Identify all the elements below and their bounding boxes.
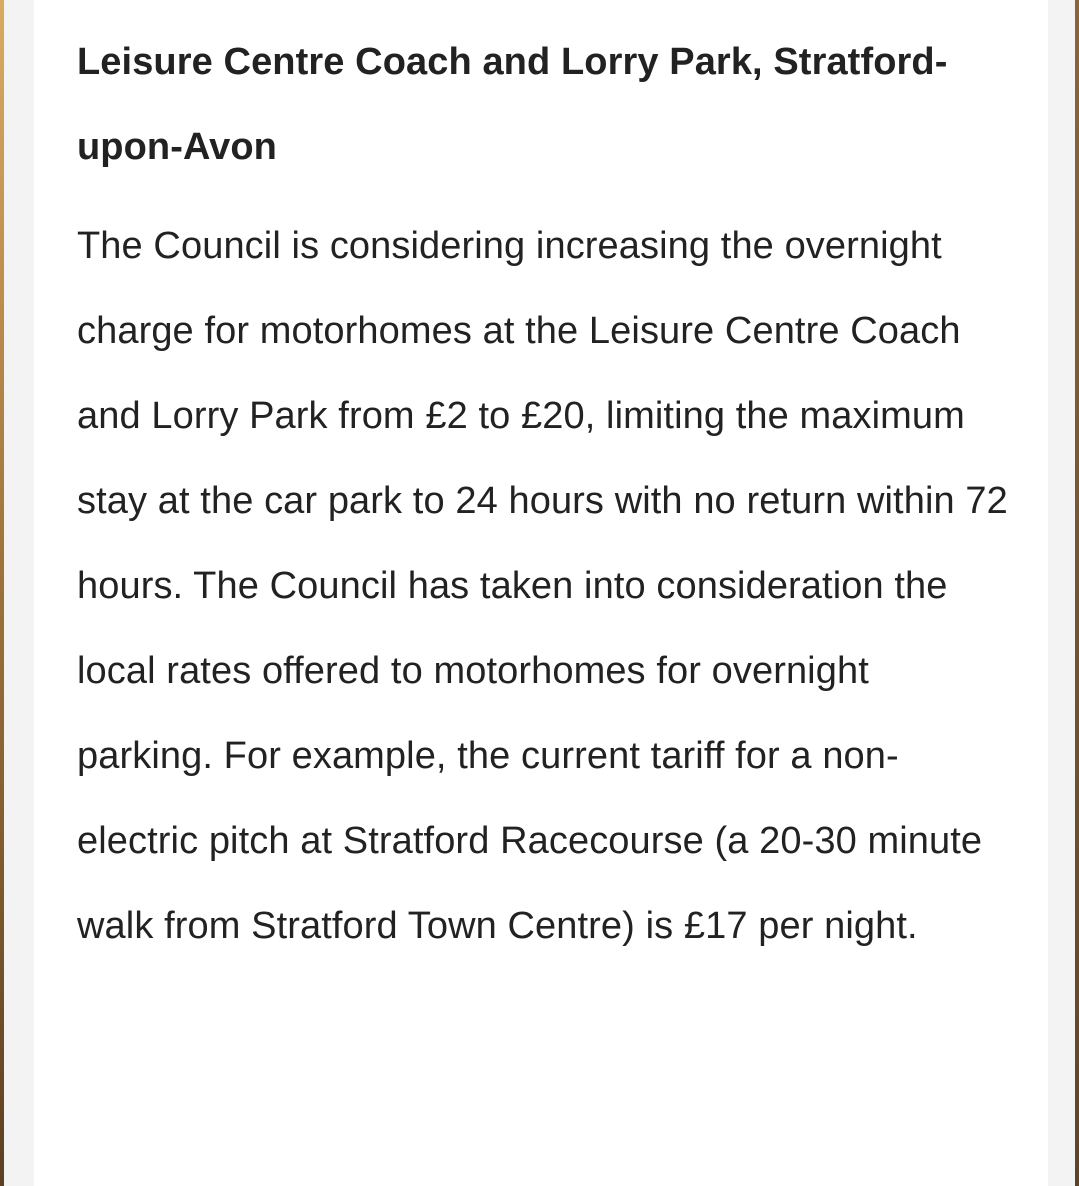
left-margin-panel (4, 0, 34, 1186)
right-margin-panel (1048, 0, 1079, 1186)
article-card (34, 0, 1048, 1186)
section-body-paragraph: The Council is considering increasing the overnight charge for motorhomes at the Leisure Centre Coach and Lorry Park from £2 to £20, limiting the maximum stay at the car park to 24 hours with no return within 72 hours. The Council has taken into consideration the local rates offered to motorhomes for overnight parking. For example, the current tariff for a non-electric pitch at Stratford Racecourse (a 20-30 minute walk from Stratford Town Centre) is £17 per night. (77, 225, 1008, 947)
section-heading: Leisure Centre Coach and Lorry Park, Stratford-upon-Avon (77, 41, 948, 168)
